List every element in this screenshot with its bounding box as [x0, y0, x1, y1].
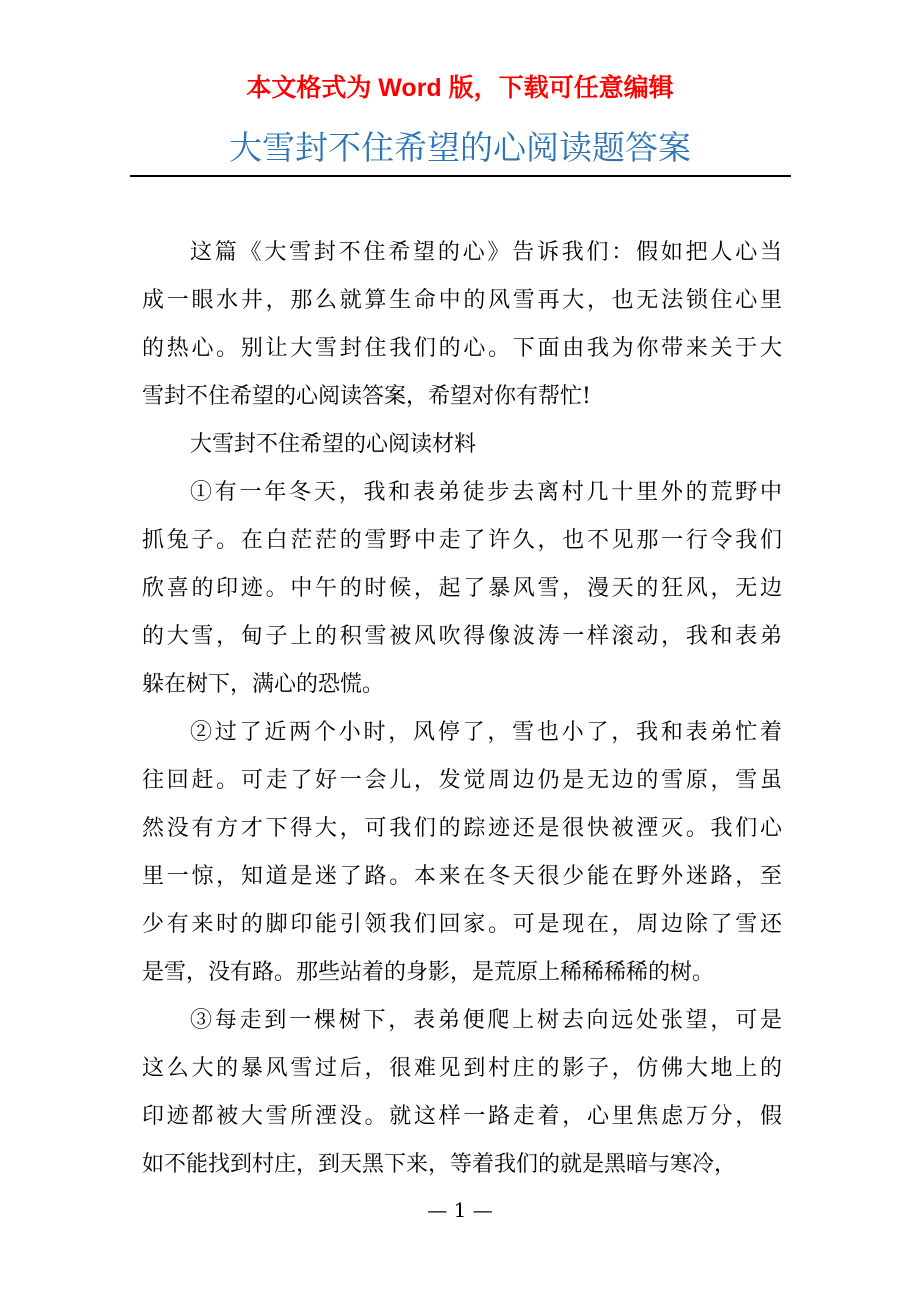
paragraph	[142, 1004, 782, 1196]
text-line: 抓兔子。在白茫茫的雪野中走了许久，也不见那一行令我们	[142, 528, 782, 553]
text-line: 然没有方才下得大，可我们的踪迹还是很快被湮灭。我们心	[142, 816, 782, 841]
text-line: 躲在树下，满心的恐慌。	[142, 672, 385, 697]
page-number: — 1 —	[427, 1198, 493, 1222]
document-body	[142, 236, 782, 1196]
text-line: ②过了近两个小时，风停了，雪也小了，我和表弟忙着	[190, 720, 782, 745]
document-title: 大雪封不住希望的心阅读题答案	[229, 128, 691, 167]
text-line: ③每走到一棵树下，表弟便爬上树去向远处张望，可是	[190, 1008, 782, 1033]
text-line: 里一惊，知道是迷了路。本来在冬天很少能在野外迷路，至	[142, 864, 782, 889]
text-line: 这篇《大雪封不住希望的心》告诉我们：假如把人心当	[190, 240, 782, 265]
text-line: 的热心。别让大雪封住我们的心。下面由我为你带来关于大	[142, 336, 782, 361]
text-line: 印迹都被大雪所湮没。就这样一路走着，心里焦虑万分，假	[142, 1104, 782, 1129]
text-line: 少有来时的脚印能引领我们回家。可是现在，周边除了雪还	[142, 912, 782, 937]
text-line: 这么大的暴风雪过后，很难见到村庄的影子，仿佛大地上的	[142, 1056, 782, 1081]
editable-notice: 本文格式为 Word 版，下载可任意编辑	[246, 74, 674, 102]
text-line: 是雪，没有路。那些站着的身影，是荒原上稀稀稀稀的树。	[142, 960, 715, 985]
paragraph	[142, 236, 782, 428]
header-divider	[130, 175, 791, 177]
paragraph	[142, 476, 782, 716]
text-line: 雪封不住希望的心阅读答案，希望对你有帮忙!	[142, 384, 591, 409]
paragraph	[142, 428, 782, 476]
text-line: 大雪封不住希望的心阅读材料	[190, 432, 477, 457]
text-line: 往回赶。可走了好一会儿，发觉周边仍是无边的雪原，雪虽	[142, 768, 782, 793]
text-line: 成一眼水井，那么就算生命中的风雪再大，也无法锁住心里	[142, 288, 782, 313]
text-line: 的大雪，甸子上的积雪被风吹得像波涛一样滚动，我和表弟	[142, 624, 782, 649]
text-line: 欣喜的印迹。中午的时候，起了暴风雪，漫天的狂风，无边	[142, 576, 782, 601]
paragraph	[142, 716, 782, 1004]
text-line: 如不能找到村庄，到天黑下来，等着我们的就是黑暗与寒冷，	[142, 1152, 737, 1177]
text-line: ①有一年冬天，我和表弟徒步去离村几十里外的荒野中	[190, 480, 782, 505]
